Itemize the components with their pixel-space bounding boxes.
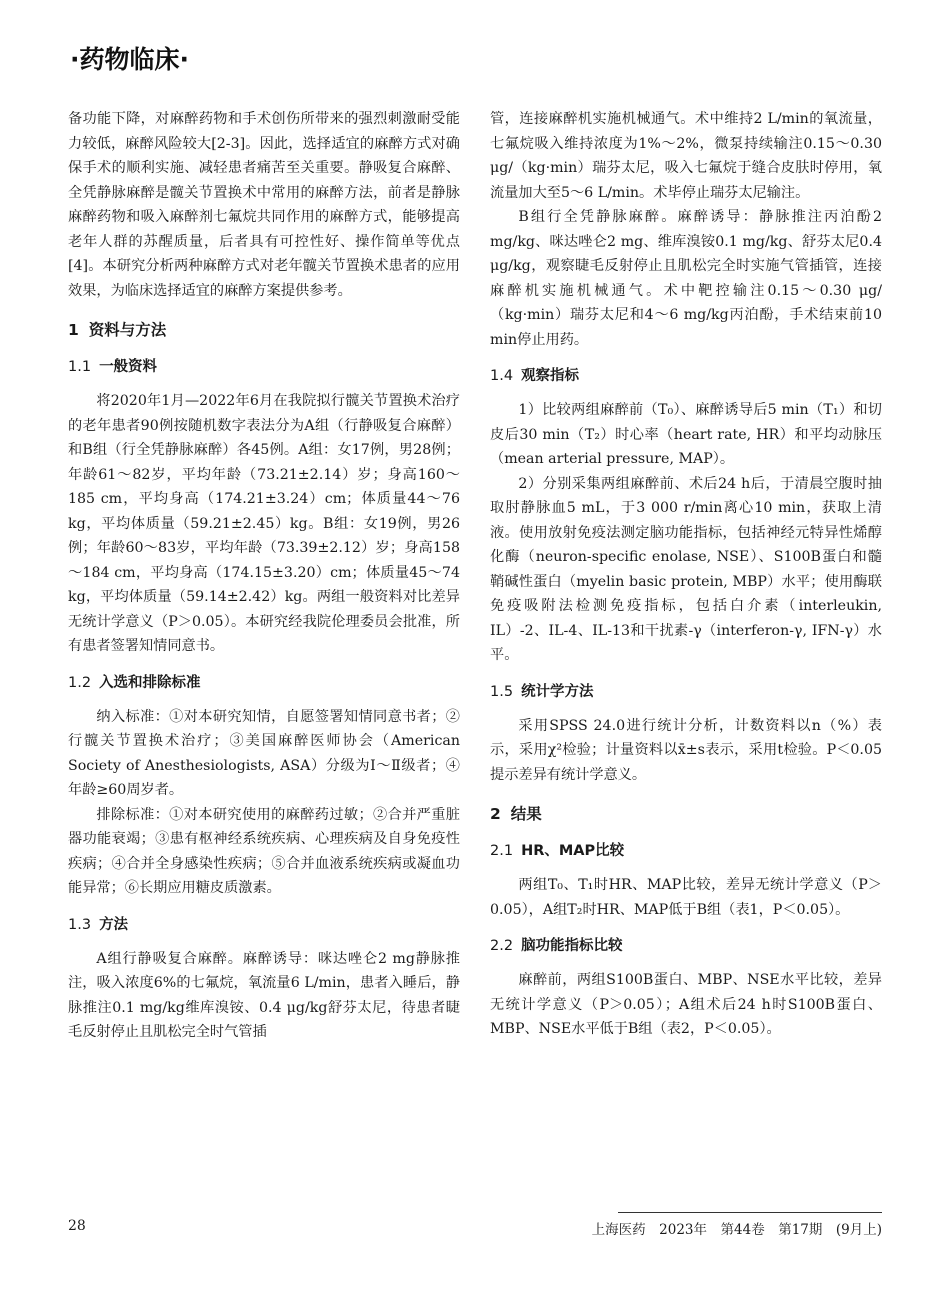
exclusion-paragraph: 排除标准：①对本研究使用的麻醉药过敏；②合并严重脏器功能衰竭；③患有枢神经系统疾病、心理疾病及自身免疫性疾病；④合并全身感染性疾病；⑤合并血液系统疾病或凝血功能异常；⑥长期应用糖皮质激素。 bbox=[68, 806, 460, 896]
method-a-continued: 管，连接麻醉机实施机械通气。术中维持2 L/min的氧流量，七氟烷吸入维持浓度为1%～2%，微泵持续输注0.15～0.30 μg/（kg·min）瑞芬太尼，吸入七氟烷于缝合皮肤时停用，氧流量加大至5～6 L/min。术毕停止瑞芬太尼输注。 bbox=[490, 111, 882, 201]
inclusion-paragraph: 纳入标准：①对本研究知情，自愿签署知情同意书者；②行髋关节置换术治疗；③美国麻醉医师协会（American Society of Anesthesiologists, ASA）分级为Ⅰ～Ⅱ级者；④年龄≥60周岁者。 bbox=[68, 708, 460, 798]
general-data-paragraph: 将2020年1月—2022年6月在我院拟行髋关节置换术治疗的老年患者90例按随机数字表法分为A组（行静吸复合麻醉）和B组（行全凭静脉麻醉）各45例。A组：女17例，男28例；年龄61～82岁，平均年龄（73.21±2.14）岁；身高160～185 cm，平均身高（174.21±3.24）cm；体质量44～76 kg，平均体质量（59.21±2.45）kg。B组：女19例，男26例；年龄60～83岁，平均年龄（73.39±2.12）岁；身高158～184 cm，平均身高（174.15±3.20）cm；体质量45～74 kg，平均体质量（59.14±2.42）kg。两组一般资料对比差异无统计学意义（P＞0.05）。本研究经我院伦理委员会批准，所有患者签署知情同意书。 bbox=[68, 393, 460, 654]
heading-number: 2 bbox=[490, 805, 501, 823]
method-a-paragraph: A组行静吸复合麻醉。麻醉诱导：咪达唑仑2 mg静脉推注，吸入浓度6%的七氟烷，氧流量6 L/min，患者入睡后，静脉推注0.1 mg/kg维库溴铵、0.4 μg/kg舒芬太尼，待患者睫毛反射停止且肌松完全时气管插 bbox=[68, 950, 460, 1040]
heading-text: 脑功能指标比较 bbox=[521, 938, 623, 954]
hr-map-result-paragraph: 两组T₀、T₁时HR、MAP比较，差异无统计学意义（P＞0.05），A组T₂时HR、MAP低于B组（表1，P＜0.05）。 bbox=[490, 877, 882, 918]
heading-number: 1.3 bbox=[68, 916, 92, 933]
heading-number: 1.4 bbox=[490, 368, 514, 384]
heading-text: 统计学方法 bbox=[521, 683, 594, 700]
statistics-paragraph: 采用SPSS 24.0进行统计分析，计数资料以n（%）表示，采用χ²检验；计量资料以x̄±s表示，采用t检验。P＜0.05提示差异有统计学意义。 bbox=[490, 717, 882, 783]
left-column bbox=[68, 107, 460, 1045]
heading-text: 方法 bbox=[99, 916, 129, 933]
indicator-1-paragraph: 1）比较两组麻醉前（T₀）、麻醉诱导后5 min（T₁）和切皮后30 min（T₂）时心率（heart rate, HR）和平均动脉压（mean arterial pressure, MAP）。 bbox=[490, 402, 882, 467]
heading-text: HR、MAP比较 bbox=[521, 843, 625, 859]
heading-number: 1.2 bbox=[68, 674, 92, 691]
heading-number: 1.5 bbox=[490, 683, 514, 700]
journal-info: 上海医药 2023年 第44卷 第17期 (9月上) bbox=[591, 1222, 882, 1238]
heading-1-4 bbox=[490, 364, 882, 388]
heading-2 bbox=[490, 801, 882, 827]
footer-rule bbox=[618, 1212, 882, 1213]
heading-1-5 bbox=[490, 680, 882, 704]
heading-number: 1 bbox=[68, 321, 79, 339]
heading-1-3 bbox=[68, 913, 460, 937]
heading-text: 一般资料 bbox=[99, 359, 158, 375]
method-b-paragraph: B组行全凭静脉麻醉。麻醉诱导：静脉推注丙泊酚2 mg/kg、咪达唑仑2 mg、维库溴铵0.1 mg/kg、舒芬太尼0.4 μg/kg，观察睫毛反射停止且肌松完全时实施气管插管，连接麻醉机实施机械通气。术中靶控输注0.15～0.30 μg/（kg·min）瑞芬太尼和4～6 mg/kg丙泊酚，手术结束前10 min停止用药。 bbox=[490, 209, 882, 348]
heading-text: 入选和排除标准 bbox=[99, 674, 201, 691]
heading-text: 观察指标 bbox=[521, 368, 580, 384]
heading-2-1 bbox=[490, 839, 882, 863]
heading-text: 资料与方法 bbox=[88, 321, 167, 339]
section-tag: ·药物临床· bbox=[70, 45, 189, 74]
heading-1 bbox=[68, 317, 460, 343]
heading-1-1 bbox=[68, 355, 460, 379]
heading-number: 1.1 bbox=[68, 359, 92, 375]
heading-2-2 bbox=[490, 934, 882, 958]
right-column bbox=[490, 107, 882, 1042]
indicator-2-paragraph: 2）分别采集两组麻醉前、术后24 h后，于清晨空腹时抽取肘静脉血5 mL，于3 000 r/min离心10 min，获取上清液。使用放射免疫法测定脑功能指标，包括神经元特异性烯醇化酶（neuron-specific enolase, NSE）、S100B蛋白和髓鞘碱性蛋白（myelin basic protein, MBP）水平；使用酶联免疫吸附法检测免疫指标，包括白介素（interleukin, IL）-2、IL-4、IL-13和干扰素-γ（interferon-γ, IFN-γ）水平。 bbox=[490, 475, 882, 663]
intro-paragraph: 备功能下降，对麻醉药物和手术创伤所带来的强烈刺激耐受能力较低，麻醉风险较大[2-3]。因此，选择适宜的麻醉方式对确保手术的顺利实施、减轻患者痛苦至关重要。静吸复合麻醉、全凭静脉麻醉是髋关节置换术中常用的麻醉方法，前者是静脉麻醉药物和吸入麻醉剂七氟烷共同作用的麻醉方式，能够提高老年人群的苏醒质量，后者具有可控性好、操作简单等优点[4]。本研究分析两种麻醉方式对老年髋关节置换术患者的应用效果，为临床选择适宜的麻醉方案提供参考。 bbox=[68, 111, 460, 299]
heading-text: 结果 bbox=[510, 805, 542, 823]
brain-function-result-paragraph: 麻醉前，两组S100B蛋白、MBP、NSE水平比较，差异无统计学意义（P＞0.05）；A组术后24 h时S100B蛋白、MBP、NSE水平低于B组（表2，P＜0.05）。 bbox=[490, 972, 882, 1037]
page-number: 28 bbox=[68, 1218, 86, 1234]
heading-number: 2.1 bbox=[490, 843, 514, 859]
heading-number: 2.2 bbox=[490, 938, 514, 954]
heading-1-2 bbox=[68, 671, 460, 695]
